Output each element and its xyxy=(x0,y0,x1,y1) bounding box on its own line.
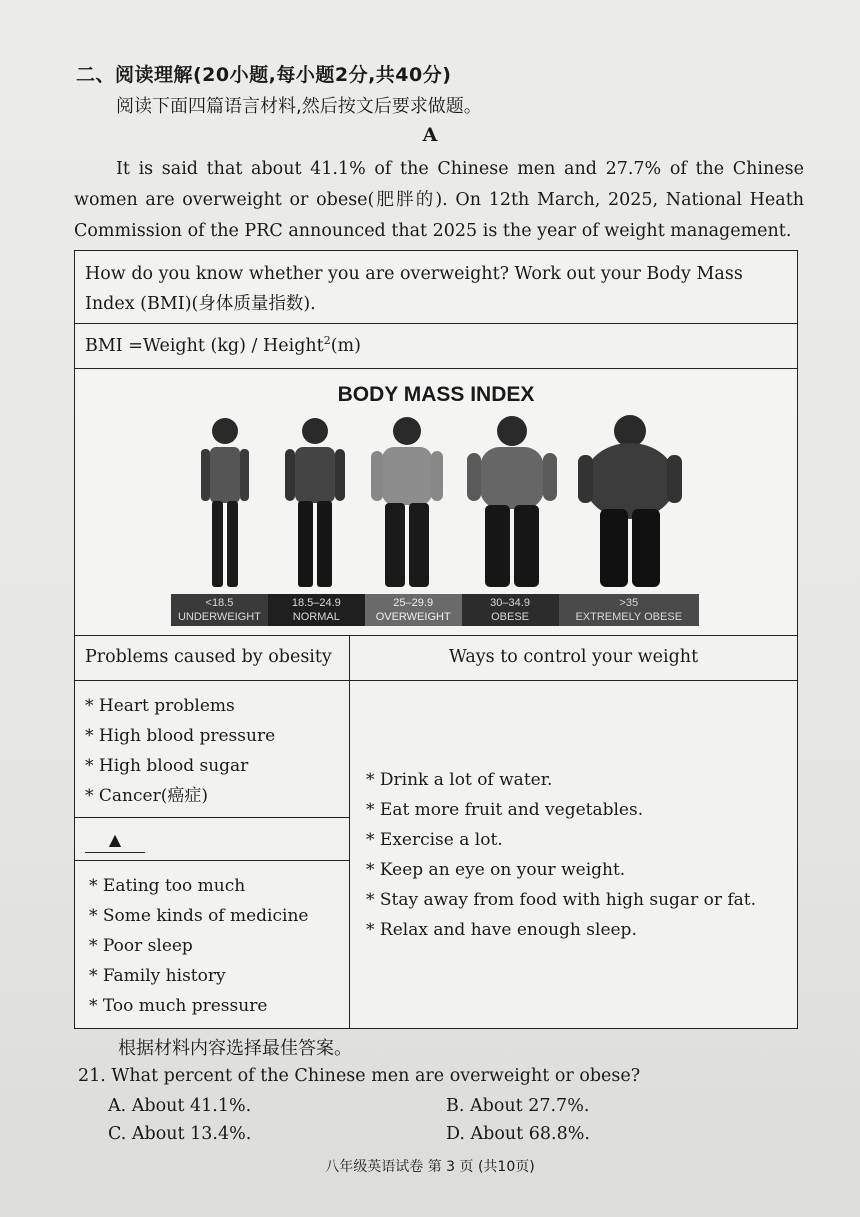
figure-extremely-obese xyxy=(578,415,682,587)
option-b[interactable]: B. About 27.7%. xyxy=(446,1096,590,1116)
scale-obese: 30–34.9 OBESE xyxy=(462,594,559,626)
list-item: * High blood pressure xyxy=(85,726,276,746)
bmi-scale-bar xyxy=(171,594,699,626)
list-item: * Relax and have enough sleep. xyxy=(366,920,637,940)
problems-cell xyxy=(75,681,350,818)
causes-cell xyxy=(75,861,350,1028)
ways-cell xyxy=(350,681,797,1028)
bmi-formula xyxy=(85,334,361,356)
ways-header: Ways to control your weight xyxy=(350,636,797,681)
list-item: * High blood sugar xyxy=(85,756,249,776)
scale-normal: 18.5–24.9 NORMAL xyxy=(268,594,365,626)
passage-letter: A xyxy=(422,124,438,146)
body-figures-illustration xyxy=(75,409,797,599)
list-item: * Some kinds of medicine xyxy=(89,906,309,926)
option-a[interactable]: A. About 41.1%. xyxy=(108,1096,252,1116)
bmi-chart-title: BODY MASS INDEX xyxy=(337,383,535,406)
ways-list xyxy=(366,765,756,945)
formula-prefix: BMI =Weight (kg) / Height xyxy=(85,335,324,356)
causes-list xyxy=(89,871,308,1021)
formula-row xyxy=(75,324,797,369)
figure-overweight xyxy=(371,417,443,587)
figure-normal xyxy=(285,418,345,587)
question-row-text: How do you know whether you are overweight? Work out your Body Mass Index (BMI)(身体质量指数). xyxy=(85,264,743,314)
formula-suffix: (m) xyxy=(330,335,361,356)
blank-heading-cell xyxy=(75,818,350,861)
formula-exponent: 2 xyxy=(323,334,331,347)
option-d[interactable]: D. About 68.8%. xyxy=(446,1124,590,1144)
question-row xyxy=(75,251,797,324)
list-item: * Cancer(癌症) xyxy=(85,786,208,806)
list-item: * Keep an eye on your weight. xyxy=(366,860,626,880)
section-title: 二、阅读理解(20小题,每小题2分,共40分) xyxy=(76,64,452,86)
blank-triangle-icon: ▲ xyxy=(85,830,145,853)
list-item: * Too much pressure xyxy=(89,996,268,1016)
instruction: 阅读下面四篇语言材料,然后按文后要求做题。 xyxy=(116,96,482,117)
intro-text: It is said that about 41.1% of the Chinese men and 27.7% of the Chinese women are overweight or obese(肥胖的). On 12th March, 2025, National Heath Commission of the PRC announced that 2025 is the year of weight management. xyxy=(74,159,804,241)
intro-paragraph xyxy=(74,154,804,247)
figure-obese xyxy=(467,416,557,587)
list-item: * Stay away from food with high sugar or fat. xyxy=(366,890,757,910)
scale-underweight: <18.5 UNDERWEIGHT xyxy=(171,594,268,626)
list-item: * Family history xyxy=(89,966,226,986)
problems-header: Problems caused by obesity xyxy=(75,636,350,681)
list-item: * Drink a lot of water. xyxy=(366,770,553,790)
questions-instruction: 根据材料内容选择最佳答案。 xyxy=(118,1038,352,1059)
list-item: * Eating too much xyxy=(89,876,246,896)
figure-underweight xyxy=(201,418,249,587)
list-item: * Exercise a lot. xyxy=(366,830,503,850)
list-item: * Poor sleep xyxy=(89,936,193,956)
list-item: * Heart problems xyxy=(85,696,235,716)
question-21: 21. What percent of the Chinese men are overweight or obese? xyxy=(78,1066,641,1086)
bmi-info-card xyxy=(74,250,798,1029)
bmi-chart xyxy=(75,369,797,636)
scale-overweight: 25–29.9 OVERWEIGHT xyxy=(365,594,462,626)
option-c[interactable]: C. About 13.4%. xyxy=(108,1124,252,1144)
problems-list xyxy=(85,691,275,811)
list-item: * Eat more fruit and vegetables. xyxy=(366,800,644,820)
page-footer: 八年级英语试卷 第 3 页 (共10页) xyxy=(325,1159,535,1175)
scale-extremely-obese: >35 EXTREMELY OBESE xyxy=(559,594,699,626)
